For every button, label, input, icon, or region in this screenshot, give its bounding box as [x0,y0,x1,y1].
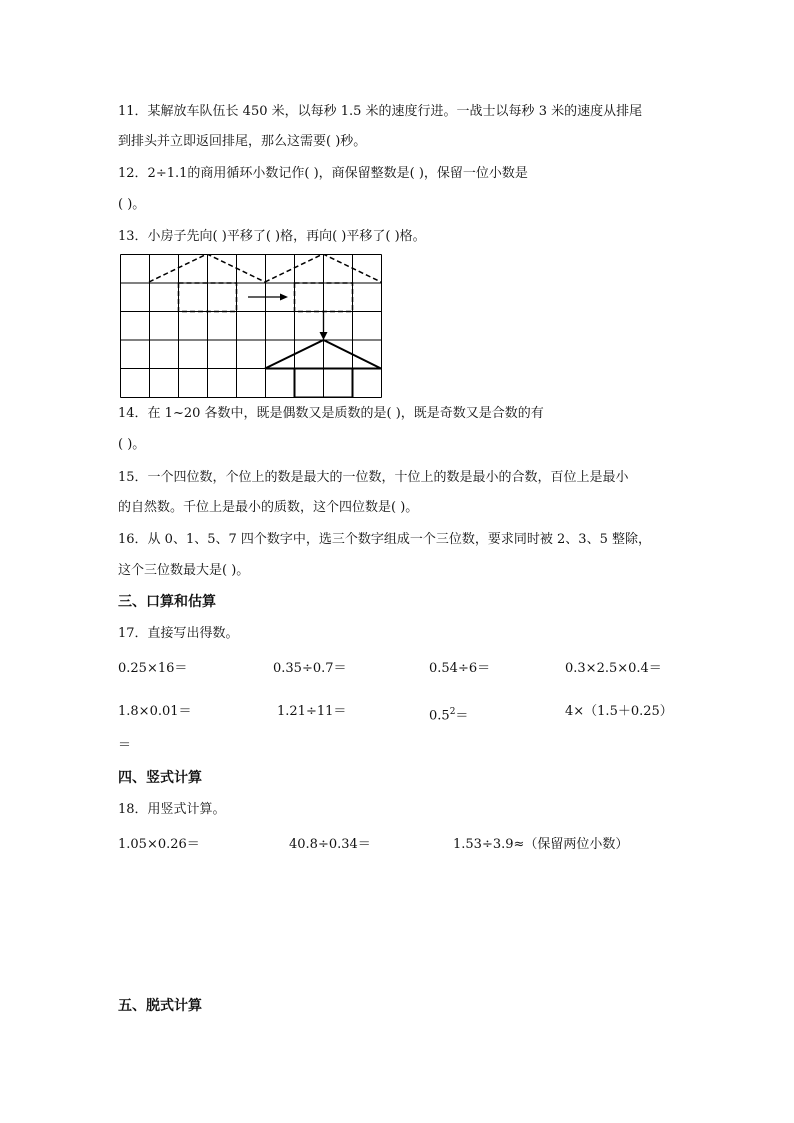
q16-line1: 16．从 0、1、5、7 四个数字中，选三个数字组成一个三位数，要求同时被 2、3、5 整除， [118,532,651,547]
expr-0-25x16: 0.25×16＝ [118,661,188,676]
expr-0-35div0-7: 0.35÷0.7＝ [273,661,347,676]
expr-0-54div6: 0.54÷6＝ [429,661,491,676]
expr-0-3x2-5x0-4: 0.3×2.5×0.4＝ [565,661,662,676]
section5-heading: 五、脱式计算 [118,998,202,1014]
q11-line1: 11．某解放车队伍长 450 米，以每秒 1.5 米的速度行进。一战士以每秒 3 米的速度从排尾 [118,104,643,119]
q15-line2: 的自然数。千位上是最小的质数，这个四位数是( )。 [118,500,419,515]
q12-line2: ( )。 [118,197,146,212]
q15-line1: 15．一个四位数，个位上的数是最大的一位数，十位上的数是最小的合数，百位上是最小 [118,470,629,485]
expr-1-21div11: 1.21÷11＝ [277,704,347,719]
equals: ＝ [455,708,469,724]
right-arrow-icon [248,294,288,301]
expr-0-5-squared [429,702,468,726]
down-arrow-icon [320,312,328,340]
exponent: 2 [449,707,456,717]
base: 0.5 [429,708,450,724]
q12-line1: 12．2÷1.1的商用循环小数记作( )，商保留整数是( )，保留一位小数是 [118,166,528,181]
section3-heading: 三、口算和估算 [118,594,216,610]
q17-text: 17．直接写出得数。 [118,626,239,641]
q14-line2: ( )。 [118,437,146,452]
house-translation-grid [120,254,384,398]
expr-1-05x0-26: 1.05×0.26＝ [118,837,200,852]
q16-line2: 这个三位数最大是( )。 [118,563,250,578]
expr-1-8x0-01: 1.8×0.01＝ [118,704,192,719]
expr-trailing-equals: ＝ [118,738,132,753]
q13-text: 13．小房子先向( )平移了( )格，再向( )平移了( )格。 [118,229,426,244]
q14-line1: 14．在 1~20 各数中，既是偶数又是质数的是( )，既是奇数又是合数的有 [118,406,544,421]
expr-40-8div0-34: 40.8÷0.34＝ [289,837,371,852]
expr-1-53div3-9: 1.53÷3.9≈（保留两位小数） [453,837,629,852]
q11-line2: 到排头并立即返回排尾，那么这需要( )秒。 [118,134,367,149]
q18-text: 18．用竖式计算。 [118,802,226,817]
section4-heading: 四、竖式计算 [118,770,202,786]
expr-4x-sum: 4×（1.5＋0.25） [565,704,673,719]
